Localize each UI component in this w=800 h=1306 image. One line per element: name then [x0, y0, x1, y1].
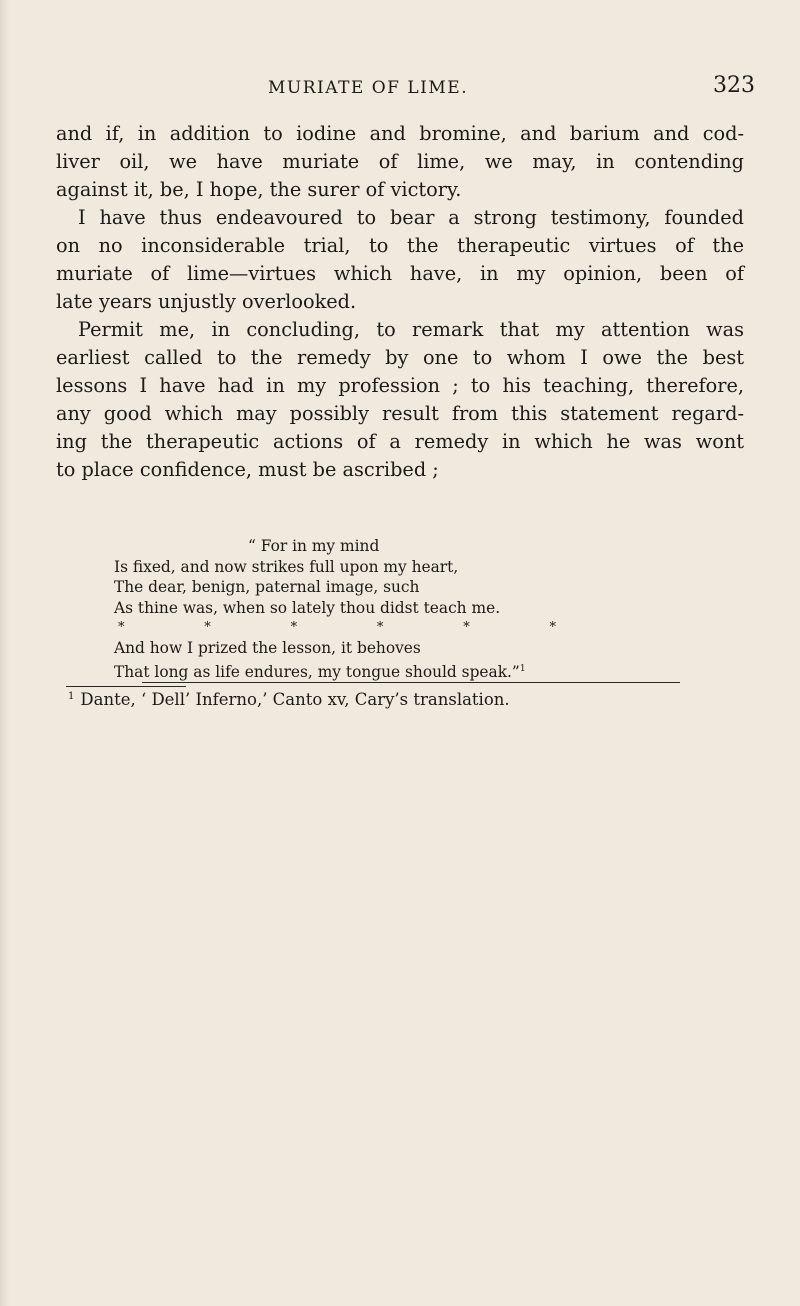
star-glyph: * — [549, 620, 556, 635]
footnote — [68, 690, 510, 709]
body-text — [56, 120, 744, 484]
body-line: I have thus endeavoured to bear a strong testimony, founded — [78, 206, 744, 229]
verse-line: Is fixed, and now strikes full upon my heart, — [114, 557, 459, 576]
star-glyph: * — [204, 620, 211, 635]
body-line: to place confidence, must be ascribed ; — [56, 458, 439, 481]
star-glyph: * — [463, 620, 470, 635]
star-glyph: * — [376, 620, 384, 635]
verse-line-text: That long as life endures, my tongue should speak.” — [114, 662, 520, 681]
body-line: liver oil, we have muriate of lime, we may, in contending — [56, 150, 744, 173]
running-title: MURIATE OF LIME. — [268, 78, 469, 98]
ellipsis-stars — [114, 618, 556, 638]
body-line: ing the therapeutic actions of a remedy in which he was wont — [56, 430, 744, 453]
footnote-reference: 1 — [519, 663, 526, 674]
footnote-rule-short — [66, 686, 186, 687]
body-line: and if, in addition to iodine and bromine, and barium and cod- — [56, 122, 744, 145]
body-line: on no inconsiderable trial, to the therapeutic virtues of the — [56, 234, 744, 257]
footnote-rule — [142, 682, 680, 683]
verse-line: “ For in my mind — [248, 537, 380, 555]
body-line: muriate of lime—virtues which have, in my opinion, been of — [56, 262, 744, 285]
verse-line: The dear, benign, paternal image, such — [114, 578, 420, 596]
verse-line — [114, 659, 594, 683]
body-line: any good which may possibly result from this statement regard- — [56, 402, 744, 425]
verse-line: And how I prized the lesson, it behoves — [114, 639, 421, 657]
footnote-marker: 1 — [68, 691, 75, 702]
star-glyph: * — [290, 620, 298, 635]
star-glyph: * — [118, 620, 125, 635]
body-line: lessons I have had in my profession ; to his teaching, therefore, — [56, 374, 744, 397]
verse-line: As thine was, when so lately thou didst teach me. — [114, 598, 501, 617]
verse-quotation — [114, 536, 594, 682]
page-gutter-shadow — [0, 0, 10, 1306]
body-line: late years unjustly overlooked. — [56, 290, 357, 313]
page-number: 323 — [713, 73, 755, 98]
footnote-text: Dante, ‘ Dell’ Inferno,’ Canto xv, Cary’s translation. — [80, 690, 510, 709]
body-line: against it, be, I hope, the surer of victory. — [56, 178, 462, 201]
body-line: earliest called to the remedy by one to whom I owe the best — [56, 346, 744, 369]
body-line: Permit me, in concluding, to remark that my attention was — [78, 318, 744, 341]
